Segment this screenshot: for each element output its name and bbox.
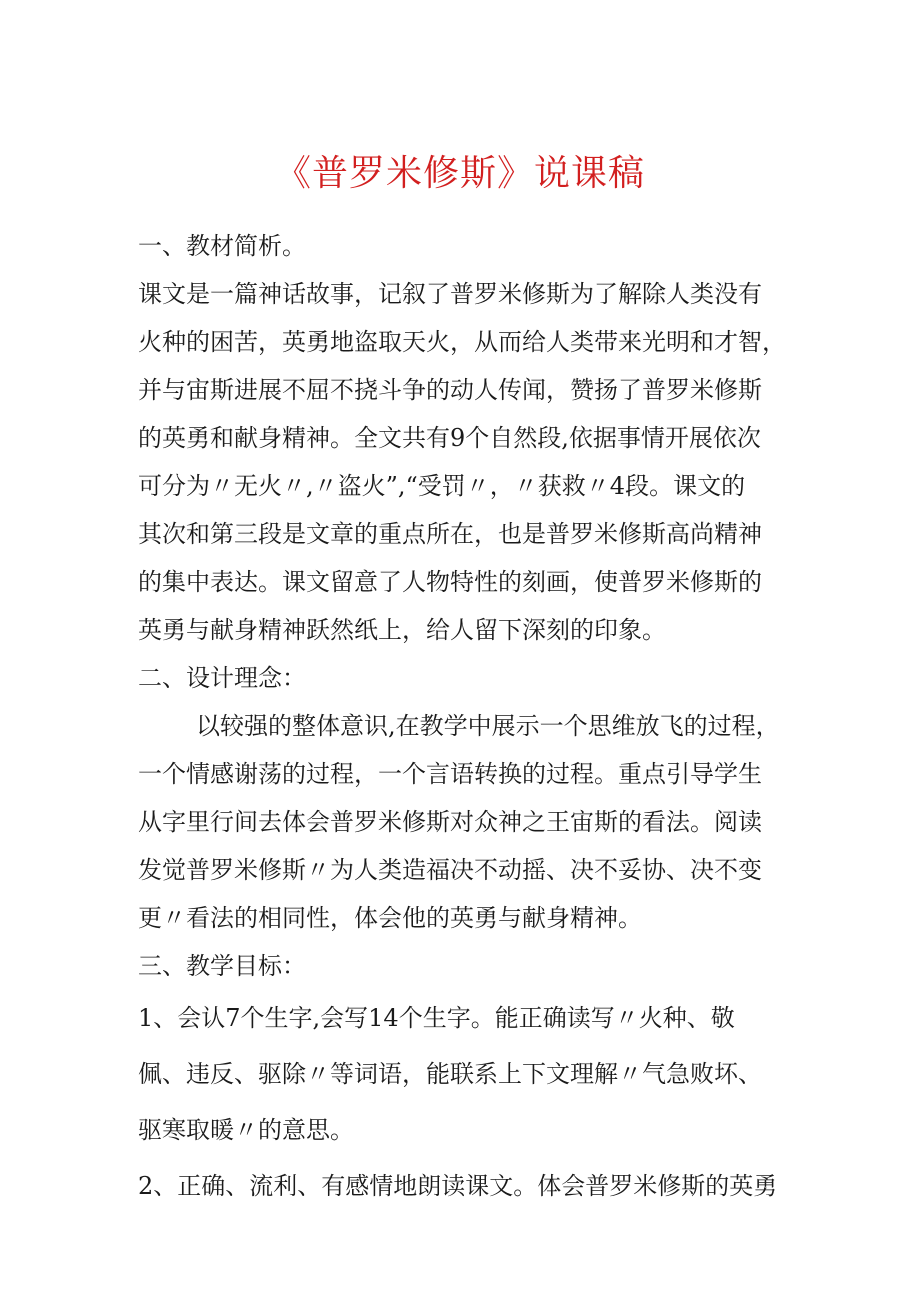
section-heading: 三、教学目标：: [138, 952, 306, 980]
paragraph-line: 发觉普罗米修斯〃为人类造福决不动摇、决不妥协、决不变: [138, 856, 762, 884]
list-item-line: 驱寒取暖〃的意思。: [138, 1116, 354, 1144]
list-item-line: 2、正确、流利、有感情地朗读课文。体会普罗米修斯的英勇: [138, 1172, 778, 1200]
section-heading: 二、设计理念：: [138, 664, 306, 692]
paragraph-line: 可分为〃无火〃,〃盗火”,“受罚〃，〃获救〃4段。课文的: [138, 472, 746, 500]
paragraph-line: 一个情感谢荡的过程，一个言语转换的过程。重点引导学生: [138, 760, 762, 788]
list-item-line: 佩、违反、驱除〃等词语，能联系上下文理解〃气急败坏、: [138, 1060, 762, 1088]
paragraph-line: 火种的困苦，英勇地盗取天火，从而给人类带来光明和才智，: [138, 328, 786, 356]
paragraph-line: 更〃看法的相同性，体会他的英勇与献身精神。: [138, 904, 642, 932]
paragraph-line: 课文是一篇神话故事，记叙了普罗米修斯为了解除人类没有: [138, 280, 762, 308]
paragraph-line: 英勇与献身精神跃然纸上，给人留下深刻的印象。: [138, 616, 666, 644]
paragraph-line: 并与宙斯进展不屈不挠斗争的动人传闻，赞扬了普罗米修斯: [138, 376, 762, 404]
paragraph-line: 从字里行间去体会普罗米修斯对众神之王宙斯的看法。阅读: [138, 808, 762, 836]
document-body: [138, 222, 798, 1214]
document-title: 《普罗米修斯》说课稿: [274, 153, 645, 194]
paragraph-line: 其次和第三段是文章的重点所在，也是普罗米修斯高尚精神: [138, 520, 762, 548]
paragraph-line: 的英勇和献身精神。全文共有9个自然段,依据事情开展依次: [138, 424, 761, 452]
list-item-line: 1、会认7个生字,会写14个生字。能正确读写〃火种、敬: [138, 1004, 735, 1032]
paragraph-line: 的集中表达。课文留意了人物特性的刻画，使普罗米修斯的: [138, 568, 762, 596]
section-heading: 一、教材简析。: [138, 232, 306, 260]
paragraph-line: 以较强的整体意识,在教学中展示一个思维放飞的过程，: [196, 712, 780, 740]
